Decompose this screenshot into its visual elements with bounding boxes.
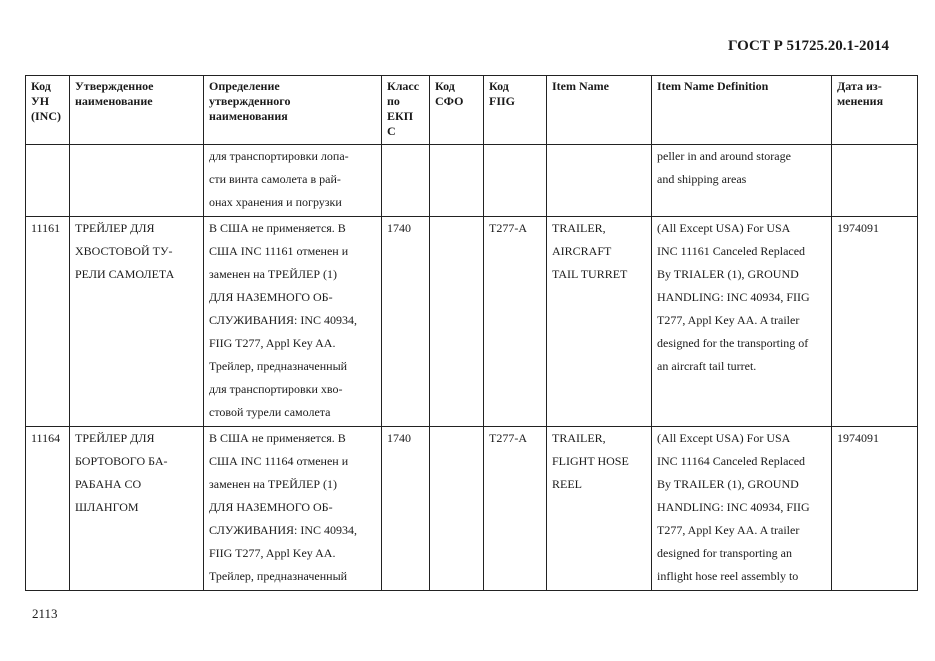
- cell-line: США INC 11164 отменен и: [209, 454, 349, 468]
- col-class-cell: [382, 217, 430, 427]
- table-row: [26, 145, 918, 217]
- table-body: [26, 145, 918, 591]
- col-inc-cell: [26, 217, 70, 427]
- document-title: ГОСТ Р 51725.20.1-2014: [727, 38, 889, 54]
- cell-text: 1740: [387, 431, 411, 445]
- col-inc-header: Код УН (INC): [26, 76, 70, 145]
- cell-line: РАБАНА СО: [75, 477, 142, 491]
- cell-line: (All Except USA) For USA: [657, 221, 791, 235]
- col-date-cell: [832, 145, 918, 217]
- col-date-cell: [832, 217, 918, 427]
- cell-line: В США не применяется. В: [209, 221, 346, 235]
- cell-line: By TRIALER (1), GROUND: [657, 267, 799, 281]
- cell-line: СЛУЖИВАНИЯ: INC 40934,: [209, 523, 358, 537]
- col-definition-cell: [204, 217, 382, 427]
- col-sfo-header: Код СФО: [430, 76, 484, 145]
- col-approved-name-cell: [70, 427, 204, 591]
- col-class-header: Класс по ЕКП С: [382, 76, 430, 145]
- cell-line: REEL: [552, 477, 582, 491]
- nomenclature-table: [25, 75, 918, 591]
- cell-text: T277-A: [489, 431, 527, 445]
- cell-line: Трейлер, предназначенный: [209, 569, 348, 583]
- col-approved-name-cell: [70, 145, 204, 217]
- page-number: 2113: [32, 606, 58, 621]
- col-sfo-cell: [430, 427, 484, 591]
- table-row: [26, 427, 918, 591]
- cell-line: для транспортировки хво-: [209, 382, 343, 396]
- cell-line: T277, Appl Key AA. A trailer: [657, 523, 800, 537]
- cell-line: FIIG T277, Appl Key AA.: [209, 546, 336, 560]
- cell-line: для транспортировки лопа-: [209, 149, 349, 163]
- cell-text: 1974091: [837, 431, 879, 445]
- col-class-cell: [382, 427, 430, 591]
- cell-line: TRAILER,: [552, 221, 606, 235]
- col-sfo-cell: [430, 145, 484, 217]
- cell-line: ДЛЯ НАЗЕМНОГО ОБ-: [209, 500, 333, 514]
- cell-line: заменен на ТРЕЙЛЕР (1): [209, 267, 338, 281]
- col-item-name-header: Item Name: [547, 76, 652, 145]
- cell-line: (All Except USA) For USA: [657, 431, 791, 445]
- cell-line: designed for the transporting of: [657, 336, 809, 350]
- cell-line: ТРЕЙЛЕР ДЛЯ: [75, 431, 155, 445]
- col-inc-cell: [26, 427, 70, 591]
- cell-text: T277-A: [489, 221, 527, 235]
- cell-line: designed for transporting an: [657, 546, 792, 560]
- col-fiig-header: Код FIIG: [484, 76, 547, 145]
- table-header-row: [26, 76, 918, 145]
- cell-line: РЕЛИ САМОЛЕТА: [75, 267, 175, 281]
- col-sfo-cell: [430, 217, 484, 427]
- cell-line: T277, Appl Key AA. A trailer: [657, 313, 800, 327]
- cell-line: ДЛЯ НАЗЕМНОГО ОБ-: [209, 290, 333, 304]
- col-item-definition-header: Item Name Definition: [652, 76, 832, 145]
- col-item-name-cell: [547, 217, 652, 427]
- col-item-definition-cell: [652, 145, 832, 217]
- cell-line: By TRAILER (1), GROUND: [657, 477, 799, 491]
- cell-line: ХВОСТОВОЙ ТУ-: [75, 244, 173, 258]
- cell-line: inflight hose reel assembly to: [657, 569, 799, 583]
- cell-line: INC 11161 Canceled Replaced: [657, 244, 806, 258]
- col-definition-header: Определение утвержденного наименования: [204, 76, 382, 145]
- col-item-definition-cell: [652, 217, 832, 427]
- col-fiig-cell: [484, 427, 547, 591]
- cell-line: заменен на ТРЕЙЛЕР (1): [209, 477, 338, 491]
- cell-line: TAIL TURRET: [552, 267, 628, 281]
- col-fiig-cell: [484, 145, 547, 217]
- col-item-name-cell: [547, 427, 652, 591]
- col-approved-name-cell: [70, 217, 204, 427]
- col-approved-name-header: Утвержденное наименование: [70, 76, 204, 145]
- cell-line: ТРЕЙЛЕР ДЛЯ: [75, 221, 155, 235]
- table-row: [26, 217, 918, 427]
- cell-text: 11164: [31, 431, 61, 445]
- cell-line: ШЛАНГОМ: [75, 500, 139, 514]
- cell-line: Трейлер, предназначенный: [209, 359, 348, 373]
- cell-line: HANDLING: INC 40934, FIIG: [657, 290, 810, 304]
- cell-line: HANDLING: INC 40934, FIIG: [657, 500, 810, 514]
- cell-line: INC 11164 Canceled Replaced: [657, 454, 806, 468]
- col-item-definition-cell: [652, 427, 832, 591]
- cell-line: СЛУЖИВАНИЯ: INC 40934,: [209, 313, 358, 327]
- cell-line: FIIG T277, Appl Key AA.: [209, 336, 336, 350]
- col-fiig-cell: [484, 217, 547, 427]
- cell-line: TRAILER,: [552, 431, 606, 445]
- col-definition-cell: [204, 427, 382, 591]
- cell-line: peller in and around storage: [657, 149, 791, 163]
- cell-line: AIRCRAFT: [552, 244, 612, 258]
- cell-line: FLIGHT HOSE: [552, 454, 629, 468]
- cell-line: and shipping areas: [657, 172, 747, 186]
- cell-line: сти винта самолета в рай-: [209, 172, 341, 186]
- cell-line: БОРТОВОГО БА-: [75, 454, 168, 468]
- col-inc-cell: [26, 145, 70, 217]
- col-class-cell: [382, 145, 430, 217]
- cell-line: an aircraft tail turret.: [657, 359, 757, 373]
- cell-line: стовой турели самолета: [209, 405, 331, 419]
- cell-line: США INC 11161 отменен и: [209, 244, 349, 258]
- cell-line: В США не применяется. В: [209, 431, 346, 445]
- cell-text: 11161: [31, 221, 61, 235]
- cell-text: 1974091: [837, 221, 879, 235]
- col-item-name-cell: [547, 145, 652, 217]
- col-definition-cell: [204, 145, 382, 217]
- col-date-header: Дата из- менения: [832, 76, 918, 145]
- col-date-cell: [832, 427, 918, 591]
- cell-line: онах хранения и погрузки: [209, 195, 342, 209]
- cell-text: 1740: [387, 221, 411, 235]
